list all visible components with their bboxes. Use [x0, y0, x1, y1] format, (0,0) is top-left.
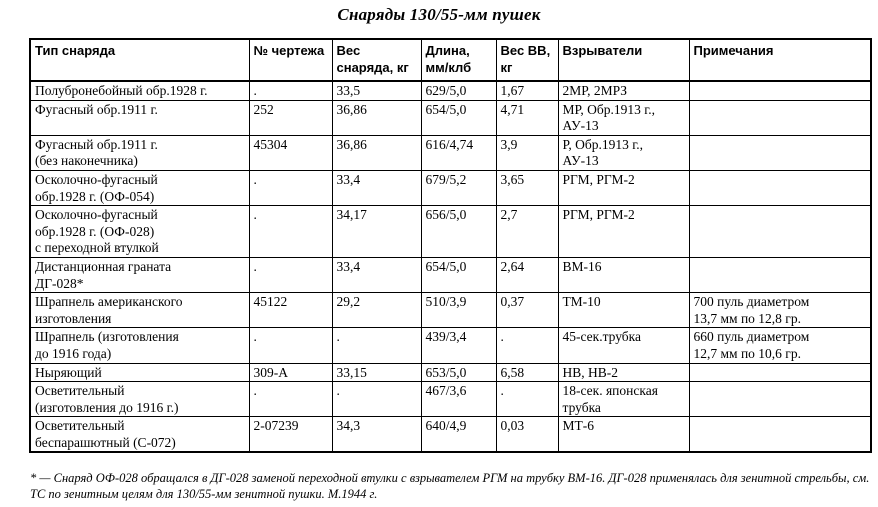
cell-explosive: 0,37 [496, 293, 558, 328]
cell-length: 654/5,0 [421, 257, 496, 292]
table-row [30, 170, 871, 205]
cell-weight: . [332, 382, 421, 417]
cell-fuzes: ВМ-16 [558, 257, 689, 292]
table-row [30, 81, 871, 100]
table-row [30, 382, 871, 417]
cell-length: 654/5,0 [421, 100, 496, 135]
cell-weight: 33,4 [332, 170, 421, 205]
cell-notes [689, 417, 871, 453]
cell-notes [689, 382, 871, 417]
cell-length: 467/3,6 [421, 382, 496, 417]
cell-type: Осколочно-фугасный обр.1928 г. (ОФ-054) [30, 170, 249, 205]
cell-notes: 700 пуль диаметром 13,7 мм по 12,8 гр. [689, 293, 871, 328]
cell-notes [689, 81, 871, 100]
cell-drawing: . [249, 81, 332, 100]
cell-notes: 660 пуль диаметром 12,7 мм по 10,6 гр. [689, 328, 871, 363]
cell-fuzes: НВ, НВ-2 [558, 363, 689, 382]
cell-drawing: . [249, 206, 332, 258]
cell-length: 656/5,0 [421, 206, 496, 258]
cell-type: Осколочно-фугасный обр.1928 г. (ОФ-028) с переходной втулкой [30, 206, 249, 258]
col-header-weight: Вес снаряда, кг [332, 39, 421, 81]
cell-weight: 34,17 [332, 206, 421, 258]
col-header-drawing: № чертежа [249, 39, 332, 81]
cell-notes [689, 257, 871, 292]
cell-type: Шрапнель американского изготовления [30, 293, 249, 328]
col-header-notes: Примечания [689, 39, 871, 81]
cell-type: Шрапнель (изготовления до 1916 года) [30, 328, 249, 363]
cell-fuzes: ТМ-10 [558, 293, 689, 328]
col-header-explosive: Вес ВВ, кг [496, 39, 558, 81]
cell-notes [689, 363, 871, 382]
cell-weight: 33,15 [332, 363, 421, 382]
table-row [30, 417, 871, 453]
cell-length: 629/5,0 [421, 81, 496, 100]
cell-explosive: . [496, 328, 558, 363]
cell-explosive: 1,67 [496, 81, 558, 100]
table-row [30, 100, 871, 135]
cell-notes [689, 170, 871, 205]
table-row [30, 328, 871, 363]
cell-fuzes: МТ-6 [558, 417, 689, 453]
col-header-length: Длина, мм/клб [421, 39, 496, 81]
cell-weight: 29,2 [332, 293, 421, 328]
cell-explosive: . [496, 382, 558, 417]
cell-weight: 33,4 [332, 257, 421, 292]
cell-weight: 36,86 [332, 100, 421, 135]
cell-explosive: 2,7 [496, 206, 558, 258]
cell-explosive: 2,64 [496, 257, 558, 292]
cell-weight: . [332, 328, 421, 363]
table-row [30, 293, 871, 328]
cell-fuzes: 18-сек. японская трубка [558, 382, 689, 417]
cell-drawing: 252 [249, 100, 332, 135]
cell-type: Фугасный обр.1911 г. [30, 100, 249, 135]
cell-length: 679/5,2 [421, 170, 496, 205]
cell-fuzes: 2МР, 2МРЗ [558, 81, 689, 100]
table-row [30, 135, 871, 170]
cell-drawing: 45304 [249, 135, 332, 170]
shells-table [29, 38, 872, 453]
cell-type: Осветительный (изготовления до 1916 г.) [30, 382, 249, 417]
cell-type: Дистанционная граната ДГ-028* [30, 257, 249, 292]
cell-length: 616/4,74 [421, 135, 496, 170]
cell-explosive: 3,65 [496, 170, 558, 205]
cell-type: Полубронебойный обр.1928 г. [30, 81, 249, 100]
cell-explosive: 0,03 [496, 417, 558, 453]
cell-fuzes: РГМ, РГМ-2 [558, 206, 689, 258]
cell-drawing: 309-А [249, 363, 332, 382]
cell-drawing: . [249, 170, 332, 205]
col-header-type: Тип снаряда [30, 39, 249, 81]
cell-fuzes: 45-сек.трубка [558, 328, 689, 363]
cell-drawing: . [249, 328, 332, 363]
cell-explosive: 3,9 [496, 135, 558, 170]
cell-fuzes: МР, Обр.1913 г., АУ-13 [558, 100, 689, 135]
table-row [30, 206, 871, 258]
col-header-fuzes: Взрыватели [558, 39, 689, 81]
cell-length: 640/4,9 [421, 417, 496, 453]
cell-fuzes: РГМ, РГМ-2 [558, 170, 689, 205]
cell-type: Фугасный обр.1911 г. (без наконечника) [30, 135, 249, 170]
cell-explosive: 6,58 [496, 363, 558, 382]
cell-type: Ныряющий [30, 363, 249, 382]
cell-drawing: 45122 [249, 293, 332, 328]
cell-drawing: 2-07239 [249, 417, 332, 453]
cell-notes [689, 135, 871, 170]
footnote: * — Снаряд ОФ-028 обращался в ДГ-028 заменой переходной втулки с взрывателем РГМ на трубку ВМ-16. ДГ-028 применялась для зенитной стрельбы, см. ТС по зенитным целям для 130/55-мм зенитной пушки. М.1944 г. [30, 471, 870, 501]
cell-weight: 33,5 [332, 81, 421, 100]
cell-fuzes: Р, Обр.1913 г., АУ-13 [558, 135, 689, 170]
cell-weight: 36,86 [332, 135, 421, 170]
cell-weight: 34,3 [332, 417, 421, 453]
header-row [30, 39, 871, 81]
cell-length: 653/5,0 [421, 363, 496, 382]
cell-explosive: 4,71 [496, 100, 558, 135]
table-row [30, 363, 871, 382]
cell-notes [689, 206, 871, 258]
cell-notes [689, 100, 871, 135]
cell-length: 510/3,9 [421, 293, 496, 328]
cell-drawing: . [249, 257, 332, 292]
cell-type: Осветительный беспарашютный (С-072) [30, 417, 249, 453]
cell-drawing: . [249, 382, 332, 417]
cell-length: 439/3,4 [421, 328, 496, 363]
table-title: Снаряды 130/55-мм пушек [337, 5, 541, 24]
table-row [30, 257, 871, 292]
